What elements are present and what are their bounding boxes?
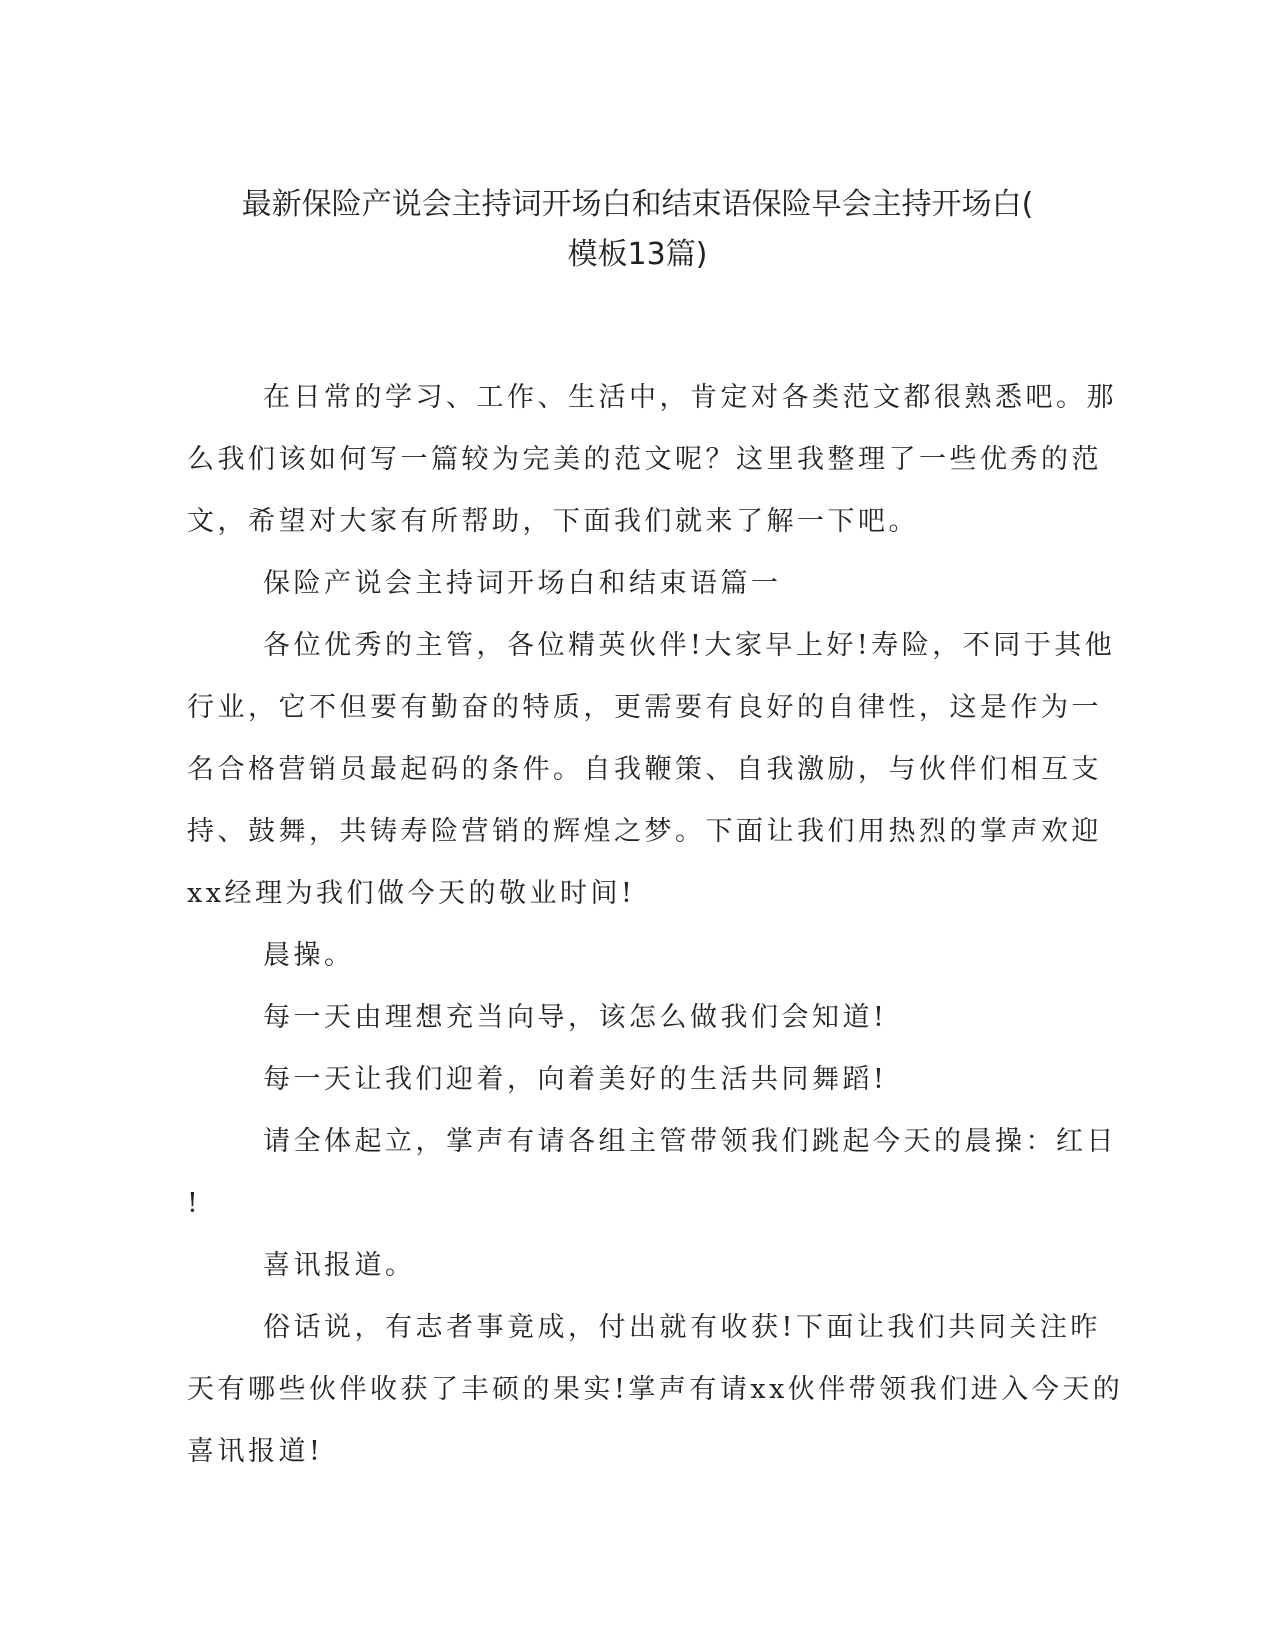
paragraph-stand-up-line-2: ! bbox=[187, 1188, 202, 1219]
paragraph-stand-up-line-1: 请全体起立，掌声有请各组主管带领我们跳起今天的晨操：红日 bbox=[263, 1126, 1117, 1157]
paragraph-saying-line-1: 俗话说，有志者事竟成，付出就有收获!下面让我们共同关注昨 bbox=[263, 1312, 1101, 1343]
paragraph-intro-line-2: 么我们该如何写一篇较为完美的范文呢？这里我整理了一些优秀的范 bbox=[187, 444, 1102, 475]
paragraph-verse-2: 每一天让我们迎着，向着美好的生活共同舞蹈! bbox=[263, 1064, 888, 1095]
section-heading: 保险产说会主持词开场白和结束语篇一 bbox=[263, 568, 782, 599]
paragraph-saying-line-3: 喜讯报道! bbox=[187, 1436, 324, 1467]
paragraph-morning-exercise: 晨操。 bbox=[263, 940, 355, 971]
paragraph-intro-line-3: 文，希望对大家有所帮助，下面我们就来了解一下吧。 bbox=[187, 506, 919, 537]
title-line-2: 模板13篇) bbox=[567, 237, 708, 272]
paragraph-intro-line-1: 在日常的学习、工作、生活中，肯定对各类范文都很熟悉吧。那 bbox=[263, 382, 1117, 413]
document-title bbox=[150, 180, 1125, 280]
title-line-1: 最新保险产说会主持词开场白和结束语保险早会主持开场白( bbox=[241, 187, 1034, 222]
paragraph-greeting-line-3: 名合格营销员最起码的条件。自我鞭策、自我激励，与伙伴们相互支 bbox=[187, 754, 1102, 785]
paragraph-greeting-line-2: 行业，它不但要有勤奋的特质，更需要有良好的自律性，这是作为一 bbox=[187, 692, 1102, 723]
paragraph-greeting-line-1: 各位优秀的主管，各位精英伙伴!大家早上好!寿险，不同于其他 bbox=[263, 630, 1116, 661]
paragraph-greeting-line-5: xx经理为我们做今天的敬业时间! bbox=[187, 878, 636, 909]
paragraph-verse-1: 每一天由理想充当向导，该怎么做我们会知道! bbox=[263, 1002, 888, 1033]
document-body bbox=[187, 367, 1124, 1483]
paragraph-good-news: 喜讯报道。 bbox=[263, 1250, 416, 1281]
paragraph-saying-line-2: 天有哪些伙伴收获了丰硕的果实!掌声有请xx伙伴带领我们进入今天的 bbox=[187, 1374, 1124, 1405]
paragraph-greeting-line-4: 持、鼓舞，共铸寿险营销的辉煌之梦。下面让我们用热烈的掌声欢迎 bbox=[187, 816, 1102, 847]
